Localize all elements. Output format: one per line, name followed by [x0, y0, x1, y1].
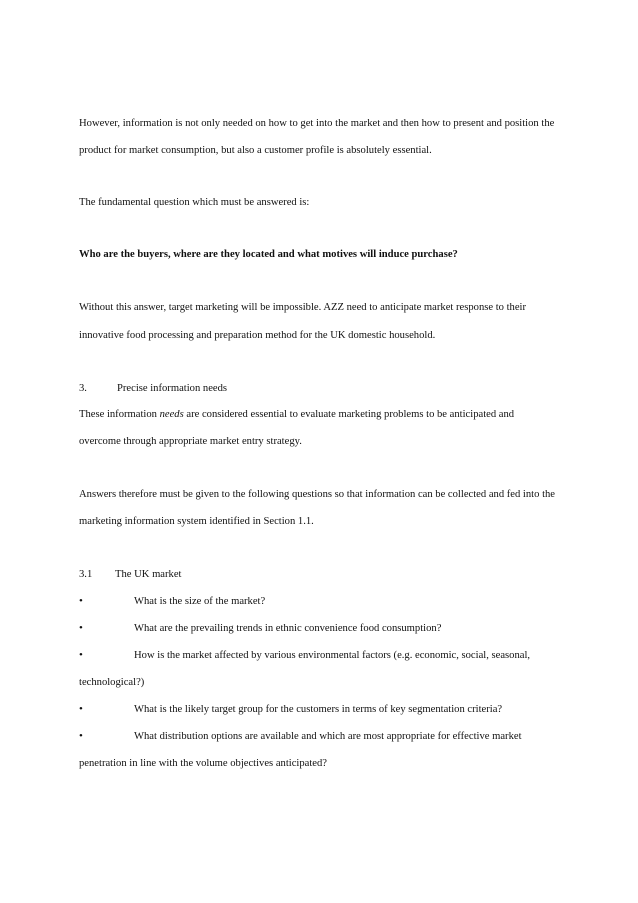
bullet-icon: • [79, 622, 83, 634]
text-run: are considered essential to evaluate marketing problems to be anticipated and [183, 409, 515, 420]
bullet-icon: • [79, 730, 83, 742]
paragraph-line [79, 408, 514, 421]
list-item-continuation: technological?) [79, 677, 145, 688]
subsection-title: The UK market [115, 569, 182, 580]
key-question: Who are the buyers, where are they located and what motives will induce purchase? [79, 249, 458, 260]
bullet-icon: • [79, 703, 83, 715]
text-run: These information [79, 409, 160, 420]
list-item-continuation: penetration in line with the volume objectives anticipated? [79, 758, 327, 769]
paragraph-line: The fundamental question which must be answered is: [79, 197, 310, 208]
paragraph-line: Without this answer, target marketing will be impossible. AZZ need to anticipate market response to their [79, 302, 527, 313]
list-item-text: What are the prevailing trends in ethnic convenience food consumption? [134, 623, 442, 634]
paragraph-line: However, information is not only needed on how to get into the market and then how to present and position the [79, 118, 555, 129]
list-item-text: What is the size of the market? [134, 596, 266, 607]
bullet-icon: • [79, 649, 83, 661]
subsection-number: 3.1 [79, 569, 93, 580]
section-title: Precise information needs [117, 383, 228, 394]
paragraph-line: marketing information system identified in Section 1.1. [79, 516, 314, 527]
section-number: 3. [79, 383, 87, 394]
list-item-text: What is the likely target group for the customers in terms of key segmentation criteria? [134, 704, 503, 715]
list-item-text: What distribution options are available and which are most appropriate for effective market [134, 731, 522, 742]
paragraph-line: product for market consumption, but also a customer profile is absolutely essential. [79, 145, 432, 156]
paragraph-line: innovative food processing and preparation method for the UK domestic household. [79, 330, 436, 341]
list-item-text: How is the market affected by various environmental factors (e.g. economic, social, seasonal, [134, 650, 531, 661]
paragraph-line: Answers therefore must be given to the following questions so that information can be collected and fed into the [79, 489, 556, 500]
paragraph-line: overcome through appropriate market entry strategy. [79, 436, 302, 447]
emphasis-text: needs [159, 409, 184, 420]
bullet-icon: • [79, 595, 83, 607]
